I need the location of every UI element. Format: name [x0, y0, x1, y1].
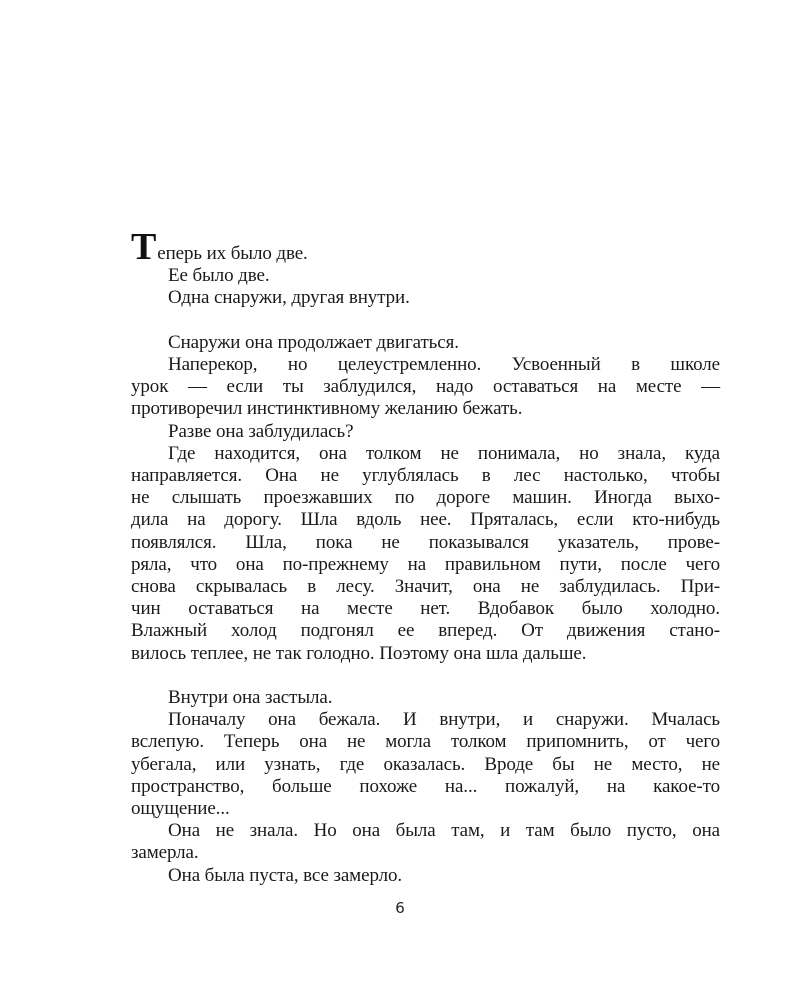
opening-line-text: еперь их было две.	[157, 243, 308, 264]
paragraph-5: Разве она заблудилась?	[168, 420, 354, 442]
paragraph-2: Одна снаружи, другая внутри.	[168, 287, 410, 309]
paragraph-line: убегала, или узнать, где оказалась. Вроде бы не место, не	[131, 753, 720, 775]
paragraph-line: дила на дорогу. Шла вдоль нее. Пряталась, если кто-нибудь	[131, 509, 720, 531]
paragraph-8	[131, 709, 720, 820]
paragraph-4	[131, 354, 720, 421]
paragraph-line: замерла.	[131, 842, 199, 864]
paragraph-line: Наперекор, но целеустремленно. Усвоенный в школе	[168, 354, 720, 375]
paragraph-line: направляется. Она не углублялась в лес настолько, чтобы	[131, 465, 720, 487]
paragraph-6	[131, 443, 720, 665]
paragraph-line: ощущение...	[131, 798, 230, 820]
body-text	[131, 226, 720, 887]
paragraph-line: Она не знала. Но она была там, и там было пусто, она	[168, 820, 720, 842]
paragraph-line: пространство, больше похоже на... пожалуй, на какое-то	[131, 775, 720, 797]
paragraph-line: снова скрывалась в лесу. Значит, она не заблудилась. При-	[131, 576, 720, 598]
paragraph-10: Она была пуста, все замерло.	[168, 864, 403, 886]
paragraph-3: Снаружи она продолжает двигаться.	[168, 331, 459, 353]
paragraph-line: Поначалу она бежала. И внутри, и снаружи. Мчалась	[168, 709, 720, 731]
section-break	[131, 310, 720, 332]
paragraph-1: Ее было две.	[168, 265, 270, 287]
paragraph-line: Где находится, она толком не понимала, но знала, куда	[168, 442, 720, 464]
section-break	[131, 665, 720, 687]
paragraph-7: Внутри она застыла.	[168, 687, 333, 709]
drop-cap: Т	[131, 226, 157, 268]
opening-line	[131, 226, 720, 268]
paragraph-line: чин оставаться на месте нет. Вдобавок было холодно.	[131, 598, 720, 620]
paragraph-line: ряла, что она по-прежнему на правильном пути, после чего	[131, 553, 720, 575]
paragraph-line: появлялся. Шла, пока не показывался указатель, прове-	[131, 531, 720, 553]
paragraph-line: противоречил инстинктивному желанию бежать.	[131, 398, 523, 420]
page-number: 6	[395, 899, 405, 917]
paragraph-line: Влажный холод подгонял ее вперед. От движения стано-	[131, 620, 720, 642]
paragraph-9	[131, 820, 720, 864]
paragraph-line: вилось теплее, не так голодно. Поэтому она шла дальше.	[131, 642, 587, 664]
paragraph-line: вслепую. Теперь она не могла толком припомнить, от чего	[131, 731, 720, 753]
paragraph-line: не слышать проезжавших по дороге машин. Иногда выхо-	[131, 487, 720, 509]
paragraph-line: урок — если ты заблудился, надо оставаться на месте —	[131, 376, 720, 398]
